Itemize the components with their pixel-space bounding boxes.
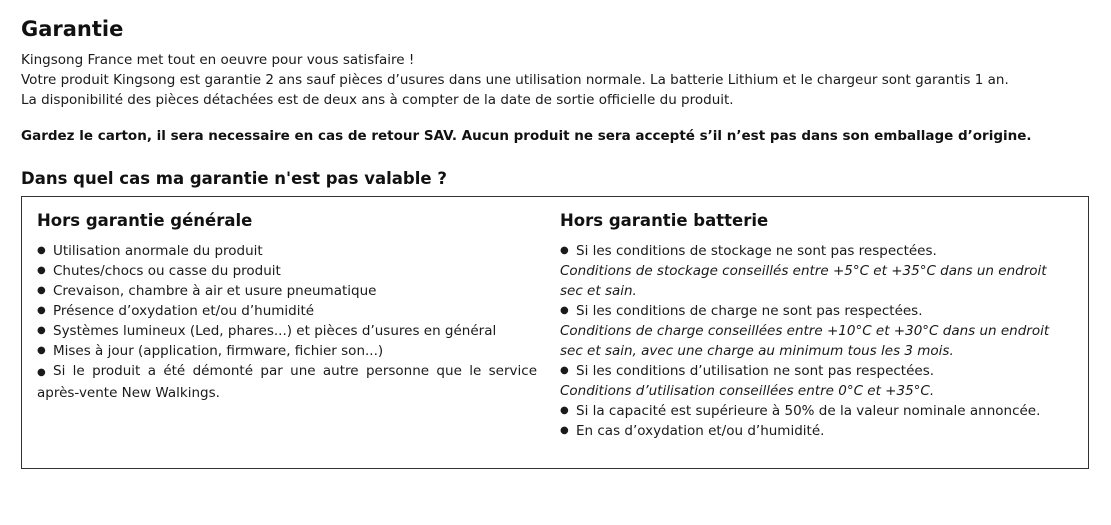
condition-note: Conditions d’utilisation conseillées entre 0°C et +35°C.	[560, 383, 935, 399]
bullet-icon: ●	[37, 285, 46, 296]
list-item: ● Présence d’oxydation et/ou d’humidité	[37, 303, 315, 319]
page-title: Garantie	[21, 17, 124, 41]
list-item: ● Si les conditions de stockage ne sont pas respectées.	[560, 243, 937, 259]
bullet-icon: ●	[37, 305, 46, 316]
list-item: ● Si les conditions d’utilisation ne sont pas respectées.	[560, 363, 935, 379]
intro-line: Votre produit Kingsong est garantie 2 ans sauf pièces d’usures dans une utilisation normale. La batterie Lithium et le chargeur sont garantis 1 an.	[21, 72, 1009, 88]
section-heading: Dans quel cas ma garantie n'est pas valable ?	[21, 169, 447, 188]
exclusions-box	[21, 196, 1089, 469]
bullet-icon: ●	[37, 245, 46, 256]
battery-exclusions-list	[560, 241, 1070, 441]
bullet-icon: ●	[560, 245, 569, 256]
list-item: ● Si le produit a été démonté par une autre personne que le service après-vente New Walkings.	[37, 363, 537, 401]
general-exclusions-heading: Hors garantie générale	[37, 211, 253, 230]
condition-note: Conditions de stockage conseillés entre +5°C et +35°C dans un endroit sec et sain.	[560, 263, 1047, 299]
general-exclusions-list	[37, 241, 537, 403]
list-item: ● Si la capacité est supérieure à 50% de la valeur nominale annoncée.	[560, 403, 1041, 419]
bullet-icon: ●	[37, 325, 46, 336]
battery-exclusions-column	[560, 209, 1070, 441]
intro-text	[21, 50, 1101, 110]
list-item: ● Si les conditions de charge ne sont pas respectées.	[560, 303, 923, 319]
list-item: ● Systèmes lumineux (Led, phares...) et pièces d’usures en général	[37, 323, 497, 339]
intro-line: La disponibilité des pièces détachées est de deux ans à compter de la date de sortie officielle du produit.	[21, 92, 734, 108]
list-item: ● Crevaison, chambre à air et usure pneumatique	[37, 283, 377, 299]
general-exclusions-column	[37, 209, 537, 403]
bullet-icon: ●	[560, 365, 569, 376]
bullet-icon: ●	[37, 265, 46, 276]
list-item: ● Mises à jour (application, firmware, fichier son...)	[37, 343, 384, 359]
bullet-icon: ●	[37, 367, 46, 378]
list-item: ● En cas d’oxydation et/ou d’humidité.	[560, 423, 825, 439]
list-item: ● Utilisation anormale du produit	[37, 243, 263, 259]
battery-exclusions-heading: Hors garantie batterie	[560, 211, 769, 230]
bullet-icon: ●	[560, 405, 569, 416]
intro-line: Kingsong France met tout en oeuvre pour vous satisfaire !	[21, 52, 415, 68]
warning-text: Gardez le carton, il sera necessaire en cas de retour SAV. Aucun produit ne sera accepté s’il n’est pas dans son emballage d’origine.	[21, 128, 1032, 144]
bullet-icon: ●	[37, 345, 46, 356]
condition-note: Conditions de charge conseillées entre +10°C et +30°C dans un endroit sec et sain, avec une charge au minimum tous les 3 mois.	[560, 323, 1050, 359]
list-item: ● Chutes/chocs ou casse du produit	[37, 263, 281, 279]
bullet-icon: ●	[560, 425, 569, 436]
bullet-icon: ●	[560, 305, 569, 316]
